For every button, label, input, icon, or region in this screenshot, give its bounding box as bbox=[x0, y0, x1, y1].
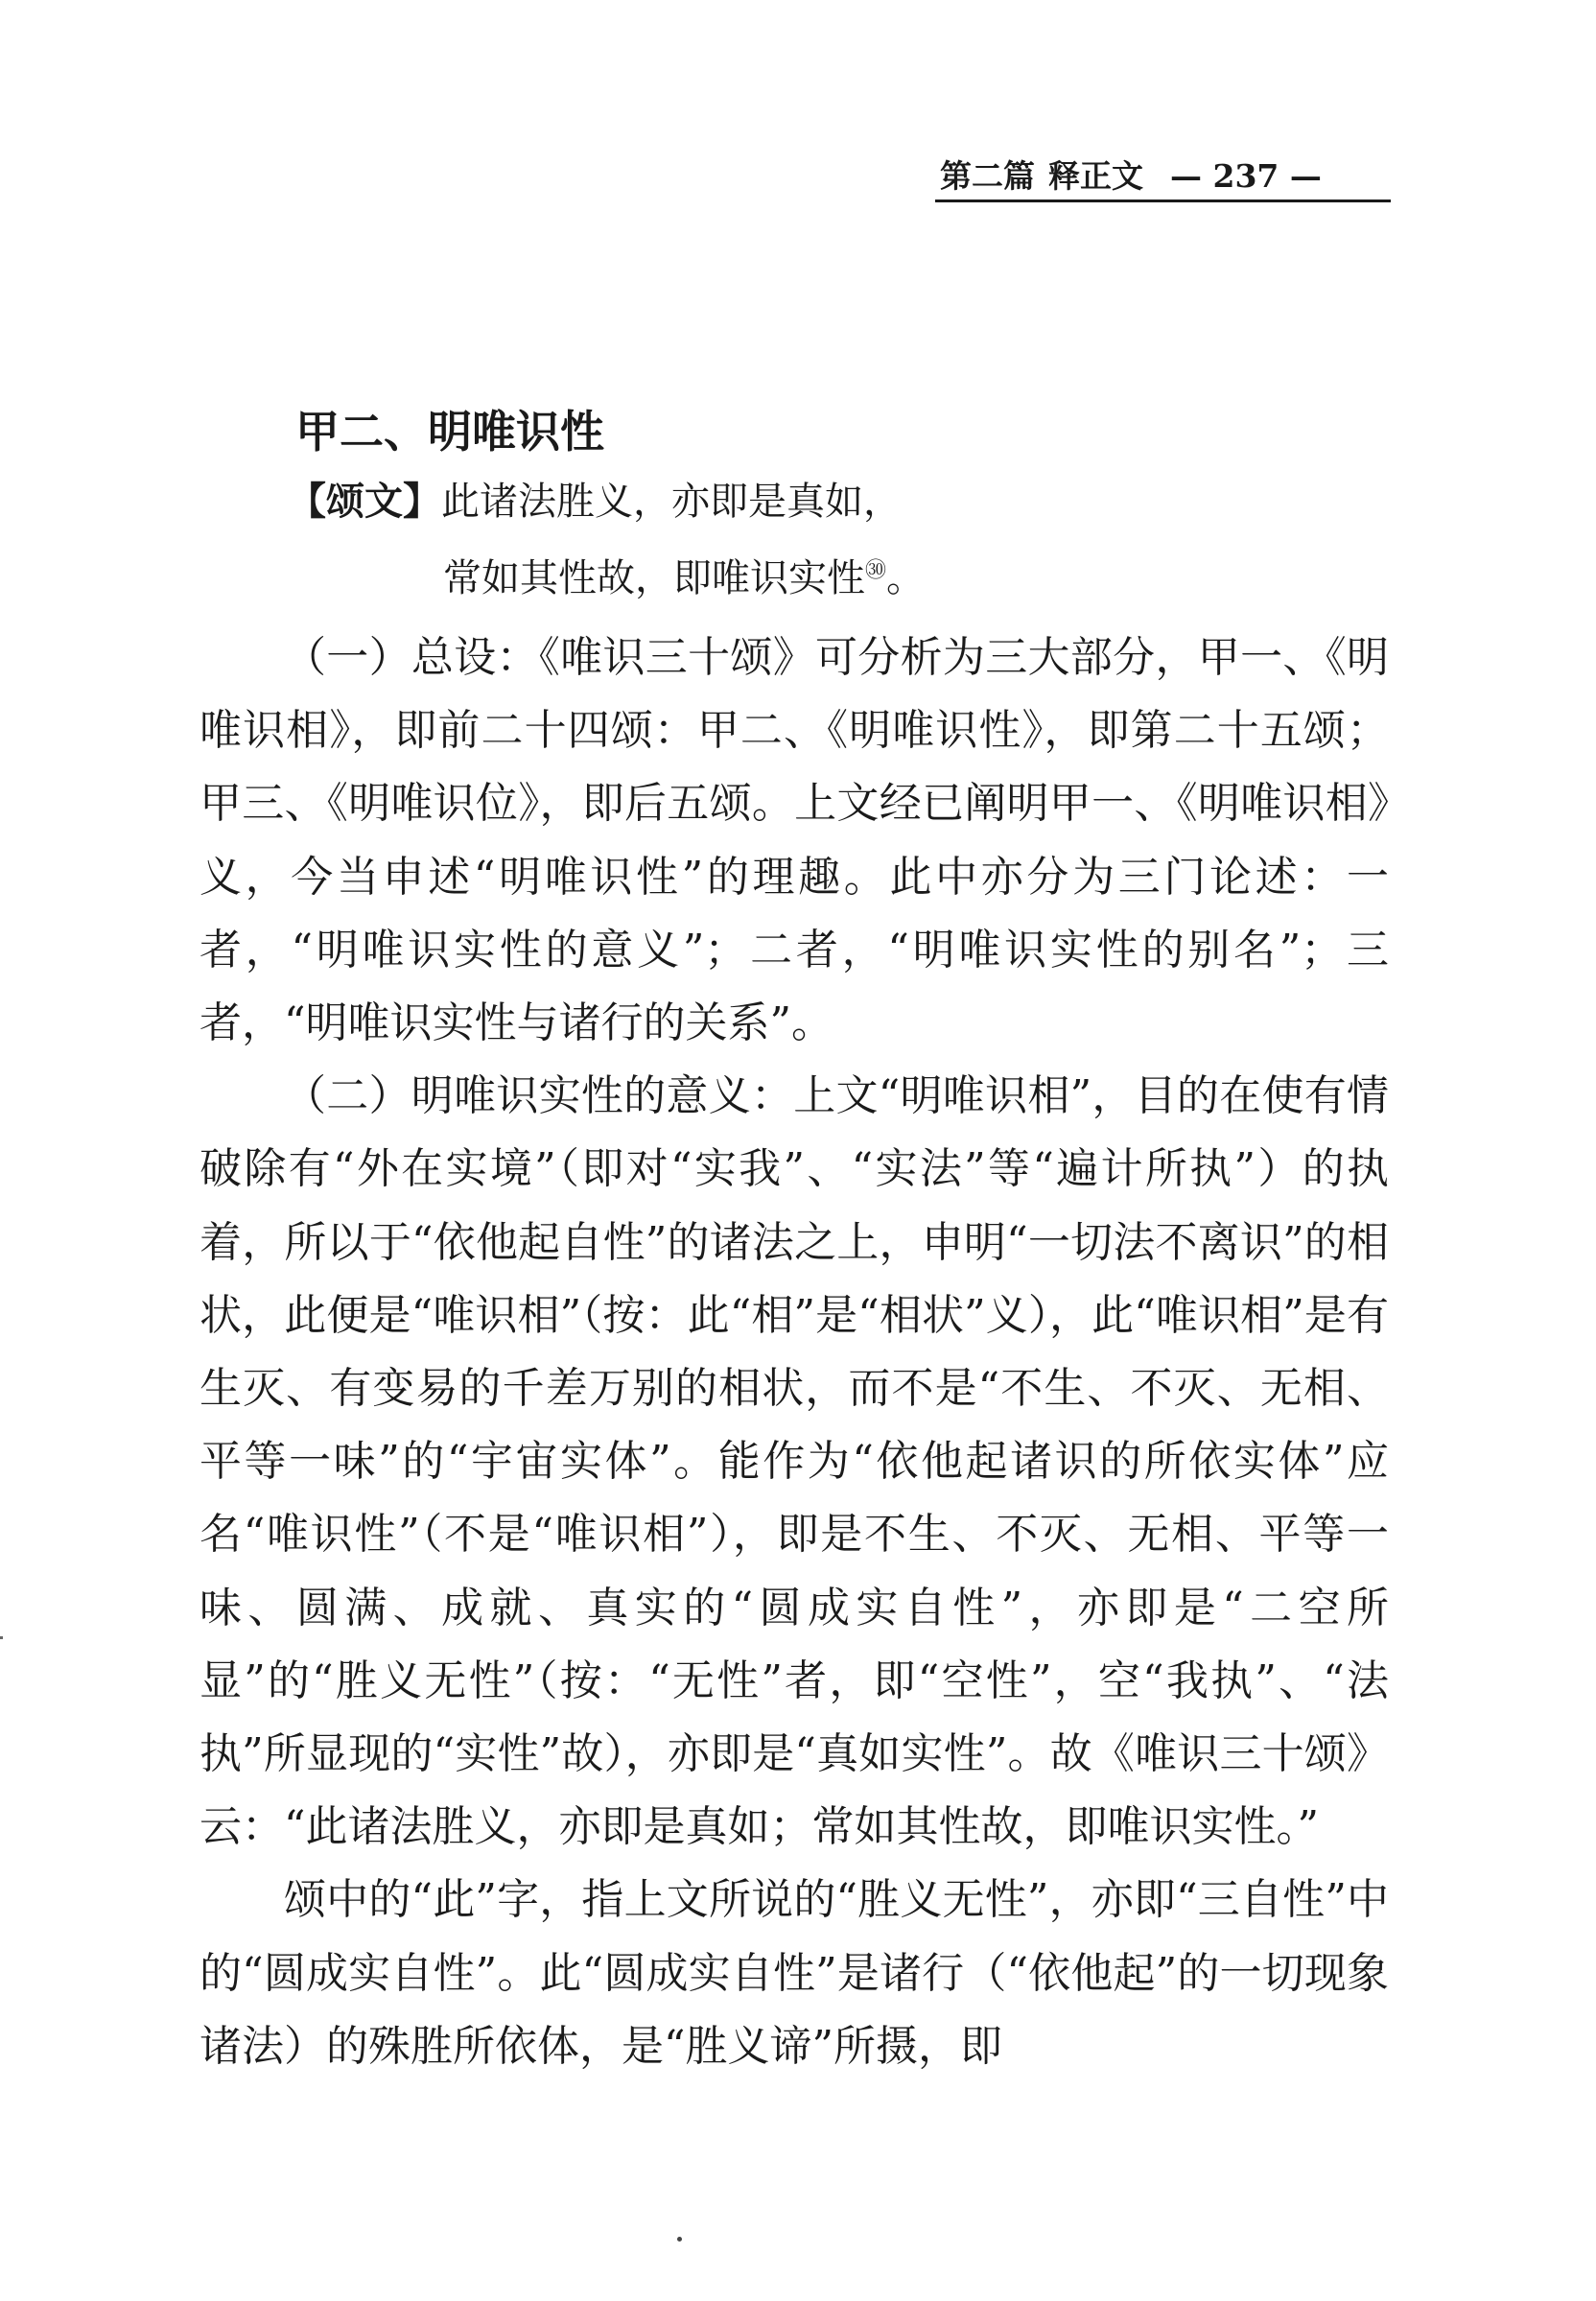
scan-speck bbox=[0, 1636, 3, 1639]
running-header bbox=[940, 152, 1391, 201]
header-part: 第二篇 bbox=[940, 157, 1035, 195]
verse-text-1: 此诸法胜义，亦即是真如， bbox=[441, 480, 902, 524]
verse-line-1 bbox=[288, 473, 902, 530]
paragraph-overview: （一）总设：《唯识三十颂》可分析为三大部分，甲一、《明唯识相》，即前二十四颂：甲二、《明唯识性》，即第二十五颂；甲三、《明唯识位》，即后五颂。上文经已阐明甲一、《明唯识相》义，今当申述“明唯识性”的理趣。此中亦分为三门论述：一者，“明唯识实性的意义”；二者，“明唯识实性的别名”；三者，“明唯识实性与诸行的关系”。 bbox=[200, 633, 1389, 1048]
section-heading: 甲二、明唯识性 bbox=[295, 406, 604, 458]
verse-text-2-end: 。 bbox=[886, 556, 926, 600]
header-rule bbox=[935, 200, 1391, 202]
verse-text-2: 常如其性故，即唯识实性 bbox=[443, 556, 865, 600]
page-number: — 237 — bbox=[1170, 157, 1322, 195]
scan-speck-footer bbox=[677, 2237, 682, 2242]
footnote-marker[interactable]: ㉚ bbox=[865, 558, 887, 583]
paragraph-verse-commentary: 颂中的“此”字，指上文所说的“胜义无性”，亦即“三自性”中的“圆成实自性”。此“圆成实自性”是诸行（“依他起”的一切现象诸法）的殊胜所依体，是“胜义谛”所摄，即 bbox=[200, 1875, 1389, 2071]
header-chapter: 释正文 bbox=[1048, 157, 1143, 195]
body-text bbox=[200, 622, 1389, 2083]
paragraph-meaning: （二）明唯识实性的意义：上文“明唯识相”，目的在使有情破除有“外在实境”（即对“实我”、“实法”等“遍计所执”）的执着，所以于“依他起自性”的诸法之上，申明“一切法不离识”的相状，此便是“唯识相”（按：此“相”是“相状”义），此“唯识相”是有生灭、有变易的千差万别的相状，而不是“不生、不灭、无相、平等一味”的“宇宙实体”。能作为“依他起诸识的所依实体”应名“唯识性”（不是“唯识相”），即是不生、不灭、无相、平等一味、圆满、成就、真实的“圆成实自性”，亦即是“二空所显”的“胜义无性”（按：“无性”者，即“空性”，空“我执”、“法执”所显现的“实性”故），亦即是“真如实性”。故《唯识三十颂》云：“此诸法胜义，亦即是真如；常如其性故，即唯识实性。” bbox=[200, 1071, 1389, 1852]
verse-label: 【颂文】 bbox=[288, 479, 441, 524]
verse-line-2 bbox=[443, 550, 925, 607]
